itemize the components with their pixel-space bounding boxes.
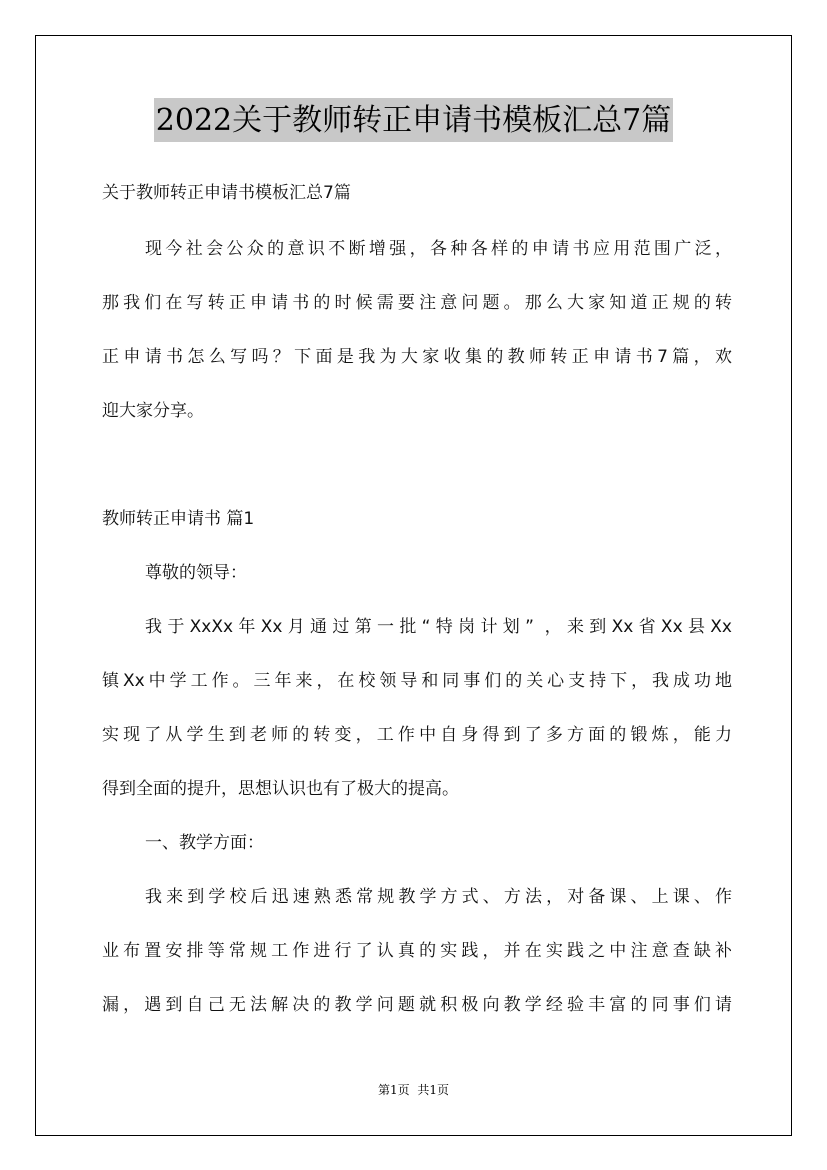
page-total: 共1页 xyxy=(417,1083,450,1097)
para2-line-1: 我来到学校后迅速熟悉常规教学方式、方法，对备课、上课、作 xyxy=(145,887,732,907)
document-title: 2022关于教师转正申请书模板汇总7篇 xyxy=(154,98,673,142)
intro-line-3: 正申请书怎么写吗？下面是我为大家收集的教师转正申请书7篇，欢 xyxy=(102,347,732,367)
salutation: 尊敬的领导： xyxy=(145,563,247,583)
document-subtitle: 关于教师转正申请书模板汇总7篇 xyxy=(102,183,351,203)
intro-line-2: 那我们在写转正申请书的时候需要注意问题。那么大家知道正规的转 xyxy=(102,293,732,313)
para1-line-2: 镇Xx中学工作。三年来，在校领导和同事们的关心支持下，我成功地 xyxy=(102,671,732,691)
title-container xyxy=(0,98,827,142)
para2-line-3: 漏，遇到自己无法解决的教学问题就积极向教学经验丰富的同事们请 xyxy=(102,995,732,1015)
page-footer xyxy=(0,1082,827,1098)
intro-line-4: 迎大家分享。 xyxy=(102,401,204,421)
para1-line-3: 实现了从学生到老师的转变，工作中自身得到了多方面的锻炼，能力 xyxy=(102,725,732,745)
section-heading: 教师转正申请书 篇1 xyxy=(102,509,255,529)
para1-line-4: 得到全面的提升，思想认识也有了极大的提高。 xyxy=(102,779,459,799)
intro-line-1: 现今社会公众的意识不断增强，各种各样的申请书应用范围广泛， xyxy=(145,239,732,259)
para2-line-2: 业布置安排等常规工作进行了认真的实践，并在实践之中注意查缺补 xyxy=(102,941,732,961)
page-number: 第1页 xyxy=(377,1083,410,1097)
subheading: 一、教学方面： xyxy=(145,833,264,853)
para1-line-1: 我于XxXx年Xx月通过第一批“特岗计划” ，来到Xx省Xx县Xx xyxy=(145,617,732,637)
